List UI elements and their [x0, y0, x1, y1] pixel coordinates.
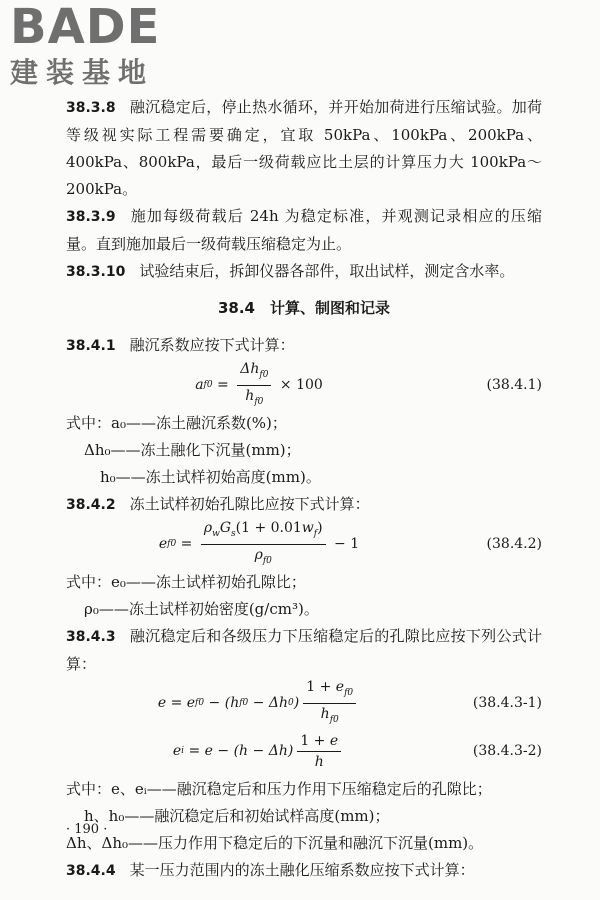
equation-38-4-1 — [66, 362, 542, 408]
clause-38-4-3 — [66, 623, 542, 678]
formula: e = e f0 − (h f0 − Δh 0 ) $\frac{1 + e_{f0}}{h_{f0}}$ — [66, 678, 452, 729]
definition-line: h₀——冻土试样初始高度(mm)。 — [100, 468, 321, 486]
document-body — [66, 94, 542, 885]
formula: e f0 = $\frac{\rho_wG_s(1 + 0.01w_f)}{\rho_{f0}}$ − 1 — [158, 519, 360, 566]
clause-text: 融沉稳定后和各级压力下压缩稳定后的孔隙比应按下列公式计算： — [66, 627, 542, 673]
clause-number: 38.4.4 — [66, 863, 116, 879]
formula: e i = e − (h − Δh) $\frac{1 + e}{h}$ — [66, 732, 452, 771]
clause-38-4-2 — [66, 491, 542, 519]
clause-text: 施加每级荷载后 24h 为稳定标准，并观测记录相应的压缩量。直到施加最后一级荷载压缩稳定为止。 — [66, 207, 542, 253]
clause-number: 38.3.8 — [66, 100, 116, 116]
equation-label: (38.4.2) — [486, 536, 542, 552]
logo-wordmark: BADE — [10, 0, 161, 55]
equation-label: (38.4.3-2) — [472, 743, 542, 759]
equation-label: (38.4.1) — [486, 377, 542, 393]
clause-text: 融沉系数应按下式计算： — [129, 336, 295, 354]
bade-logo — [10, 2, 190, 94]
definition-line: 式中：e、eᵢ——融沉稳定后和压力作用下压缩稳定后的孔隙比； — [66, 780, 492, 798]
clause-38-3-8 — [66, 94, 542, 203]
clause-38-4-1 — [66, 332, 542, 360]
clause-text: 试验结束后，拆卸仪器各部件，取出试样，测定含水率。 — [139, 262, 515, 280]
definition-line: h、h₀——融沉稳定后和初始试样高度(mm)； — [84, 807, 390, 825]
logo-subtitle: 建装基地 — [10, 56, 155, 89]
definition-line: 式中：e₀——冻土试样初始孔隙比； — [66, 573, 306, 591]
equation-label: (38.4.3-1) — [472, 695, 542, 711]
clause-text: 冻土试样初始孔隙比应按下式计算： — [129, 495, 370, 513]
equation-38-4-3-2 — [66, 728, 542, 774]
definition-line: ρ₀——冻土试样初始密度(g/cm³)。 — [84, 600, 319, 618]
clause-text: 某一压力范围内的冻土融化压缩系数应按下式计算： — [129, 861, 475, 879]
clause-number: 38.3.10 — [66, 264, 126, 280]
clause-text: 融沉稳定后，停止热水循环，并开始加荷进行压缩试验。加荷等级视实际工程需要确定，宜取 50kPa、100kPa、200kPa、400kPa、800kPa，最后一级荷载应比土层的计算压力大 100kPa～200kPa。 — [66, 98, 542, 198]
clause-number: 38.4.3 — [66, 629, 116, 645]
formula: a f0 = $\frac{\Delta h_{f0}}{h_{f0}}$ × 100 — [195, 360, 323, 407]
clause-number: 38.3.9 — [66, 209, 116, 225]
clause-38-4-4 — [66, 857, 542, 885]
definition-line: 式中：a₀——冻土融沉系数(%)； — [66, 414, 287, 432]
clause-number: 38.4.1 — [66, 338, 116, 354]
equation-38-4-2 — [66, 521, 542, 567]
clause-38-3-10 — [66, 258, 542, 286]
clause-number: 38.4.2 — [66, 497, 116, 513]
page-number: · 190 · — [66, 822, 108, 837]
section-heading: 38.4 计算、制图和记录 — [217, 299, 390, 317]
definition-line: Δh、Δh₀——压力作用下稳定后的下沉量和融沉下沉量(mm)。 — [66, 834, 484, 852]
equation-38-4-3-1 — [66, 680, 542, 726]
definition-line: Δh₀——冻土融化下沉量(mm)； — [84, 441, 301, 459]
clause-38-3-9 — [66, 203, 542, 258]
